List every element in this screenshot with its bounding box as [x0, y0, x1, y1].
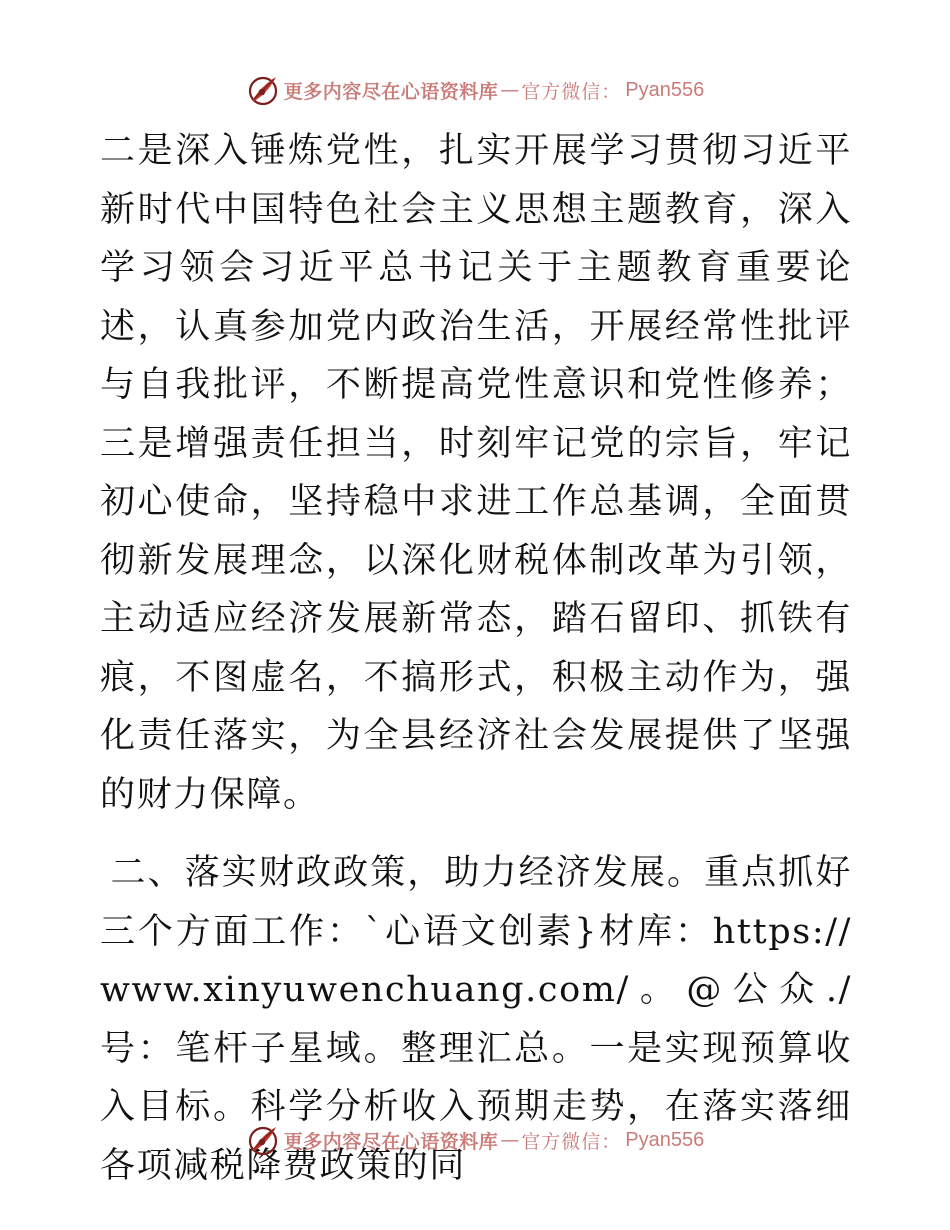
banner-wechat-label: 官方微信：: [521, 80, 622, 103]
banner-wechat-label: 官方微信：: [521, 1130, 622, 1153]
quill-logo-icon: [246, 73, 280, 107]
banner-dash: —: [500, 79, 520, 101]
banner-wechat-id: Pyan556: [625, 78, 705, 101]
banner-dash: —: [500, 1129, 520, 1151]
header-banner: [0, 70, 950, 110]
banner-brand-text: 更多内容尽在心语资料库: [283, 1130, 499, 1153]
body-paragraph-1: 二是深入锤炼党性，扎实开展学习贯彻习近平新时代中国特色社会主义思想主题教育，深入学习领会习近平总书记关于主题教育重要论述，认真参加党内政治生活，开展经常性批评与自我批评，不断提高党性意识和党性修养；三是增强责任担当，时刻牢记党的宗旨，牢记初心使命，坚持稳中求进工作总基调，全面贯彻新发展理念，以深化财税体制改革为引领，主动适应经济发展新常态，踏石留印、抓铁有痕，不图虚名，不搞形式，积极主动作为，强化责任落实，为全县经济社会发展提供了坚强的财力保障。: [100, 131, 852, 815]
body-paragraph-2: 二、落实财政政策，助力经济发展。重点抓好三个方面工作：`心语文创素}材库：https://www.xinyuwenchuang.com/。@公众./号：笔杆子星域。整理汇总。一是实现预算收入目标。科学分析收入预期走势，在落实落细各项减税降费政策的同: [100, 853, 852, 1186]
footer-banner: [0, 1120, 950, 1160]
banner-wechat-id: Pyan556: [625, 1128, 705, 1151]
quill-logo-icon: [246, 1123, 280, 1157]
document-body: [100, 122, 852, 1195]
banner-brand-text: 更多内容尽在心语资料库: [283, 80, 499, 103]
